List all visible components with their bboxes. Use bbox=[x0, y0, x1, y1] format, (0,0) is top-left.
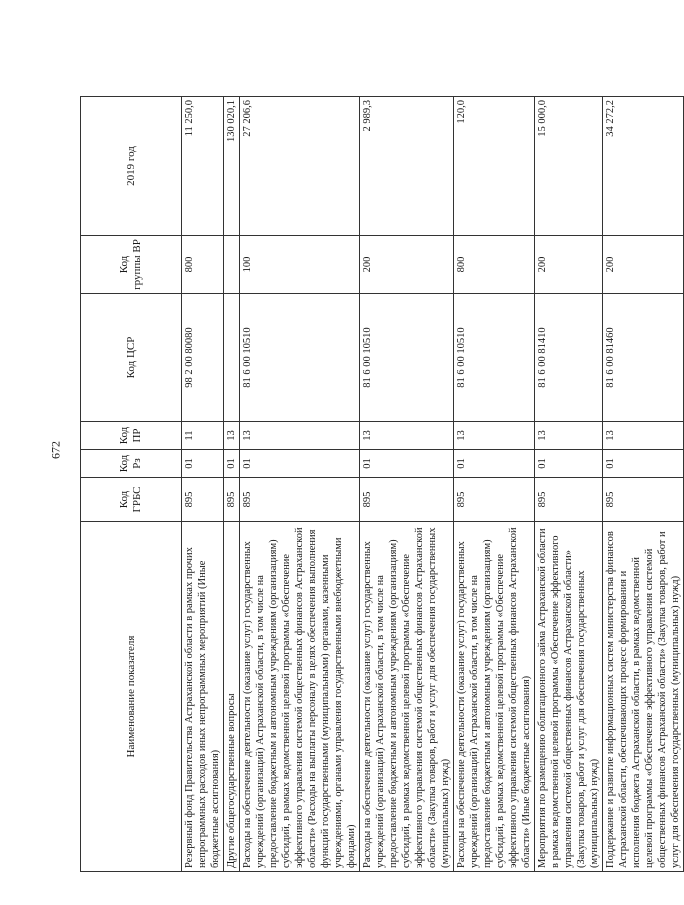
row-pr: 13 bbox=[224, 422, 240, 450]
table-row bbox=[240, 97, 360, 872]
row-grbs: 895 bbox=[182, 478, 224, 522]
budget-table bbox=[80, 96, 684, 872]
page-number: 672 bbox=[48, 441, 63, 459]
row-vr: 200 bbox=[360, 236, 454, 294]
row-pr: 13 bbox=[454, 422, 535, 450]
row-name: Другие общегосударственные вопросы bbox=[224, 522, 240, 872]
row-csr: 81 6 00 10510 bbox=[360, 294, 454, 422]
row-csr: 98 2 00 80080 bbox=[182, 294, 224, 422]
row-csr: 81 6 00 10510 bbox=[454, 294, 535, 422]
row-pr: 13 bbox=[360, 422, 454, 450]
row-2019: 2 989,3 bbox=[360, 97, 454, 236]
row-grbs: 895 bbox=[360, 478, 454, 522]
row-2019: 120,0 bbox=[454, 97, 535, 236]
row-rz: 01 bbox=[182, 450, 224, 478]
row-name: Расходы на обеспечение деятельности (оказание услуг) государственных учреждений (организаций) Астраханской области, в том числе на предоставление бюджетным и автономным учреждениям (организациям) субсидий, в рамках ведомственной целевой программы «Обеспечение эффективного управления системой общественных финансов Астраханской области» (Закупка товаров, работ и услуг для обеспечения государственных (муниципальных) нужд) bbox=[360, 522, 454, 872]
row-pr: 13 bbox=[603, 422, 684, 450]
row-vr: 200 bbox=[603, 236, 684, 294]
row-name: Мероприятия по размещению облигационного займа Астраханской области в рамках ведомственной целевой программы «Обеспечение эффективного управления системой общественных финансов Астраханской области» (Закупка товаров, работ и услуг для обеспечения государственных (муниципальных) нужд) bbox=[535, 522, 603, 872]
table-row bbox=[535, 97, 603, 872]
row-rz: 01 bbox=[224, 450, 240, 478]
row-name: Резервный фонд Правительства Астраханской области в рамках прочих непрограммных расходов иных непрограммных мероприятий (Иные бюджетные ассигнования) bbox=[182, 522, 224, 872]
header-csr: Код ЦСР bbox=[81, 294, 182, 422]
row-rz: 01 bbox=[360, 450, 454, 478]
row-grbs: 895 bbox=[224, 478, 240, 522]
row-2019: 15 000,0 bbox=[535, 97, 603, 236]
row-csr: 81 6 00 10510 bbox=[240, 294, 360, 422]
header-grbs: Код ГРБС bbox=[81, 478, 182, 522]
row-csr: 81 6 00 81460 bbox=[603, 294, 684, 422]
header-pr: Код ПР bbox=[81, 422, 182, 450]
header-rz: Код Рз bbox=[81, 450, 182, 478]
row-2019: 11 250,0 bbox=[182, 97, 224, 236]
row-rz: 01 bbox=[240, 450, 360, 478]
table-row bbox=[360, 97, 454, 872]
row-vr: 800 bbox=[454, 236, 535, 294]
row-grbs: 895 bbox=[603, 478, 684, 522]
row-pr: 11 bbox=[182, 422, 224, 450]
row-csr bbox=[224, 294, 240, 422]
row-vr: 200 bbox=[535, 236, 603, 294]
row-csr: 81 6 00 81410 bbox=[535, 294, 603, 422]
rotated-sheet bbox=[80, 97, 681, 872]
row-name: Расходы на обеспечение деятельности (оказание услуг) государственных учреждений (организаций) Астраханской области, в том числе на предоставление бюджетным и автономным учреждениям (организациям) субсидий, в рамках ведомственной целевой программы «Обеспечение эффективного управления системой общественных финансов Астраханской области» (Расходы на выплаты персоналу в целях обеспечения выполнения функций государственными (муниципальными) органами, казенными учреждениями, органами управления государственными внебюджетными фондами) bbox=[240, 522, 360, 872]
row-grbs: 895 bbox=[454, 478, 535, 522]
table-row bbox=[182, 97, 224, 872]
row-rz: 01 bbox=[603, 450, 684, 478]
row-vr bbox=[224, 236, 240, 294]
header-name: Наименование показателя bbox=[81, 522, 182, 872]
row-vr: 800 bbox=[182, 236, 224, 294]
row-pr: 13 bbox=[240, 422, 360, 450]
row-rz: 01 bbox=[535, 450, 603, 478]
table-row bbox=[603, 97, 684, 872]
table-row bbox=[224, 97, 240, 872]
row-vr: 100 bbox=[240, 236, 360, 294]
header-vr: Код группы ВР bbox=[81, 236, 182, 294]
row-name: Расходы на обеспечение деятельности (оказание услуг) государственных учреждений (организаций) Астраханской области, в том числе на предоставление бюджетным и автономным учреждениям (организациям) субсидий, в рамках ведомственной целевой программы «Обеспечение эффективного управления системой общественных финансов Астраханской области» (Иные бюджетные ассигнования) bbox=[454, 522, 535, 872]
table-row bbox=[454, 97, 535, 872]
row-grbs: 895 bbox=[240, 478, 360, 522]
header-2019: 2019 год bbox=[81, 97, 182, 236]
row-2019: 34 272,2 bbox=[603, 97, 684, 236]
row-2019: 27 206,6 bbox=[240, 97, 360, 236]
table-header-row bbox=[81, 97, 182, 872]
row-rz: 01 bbox=[454, 450, 535, 478]
row-grbs: 895 bbox=[535, 478, 603, 522]
row-2019: 130 020,1 bbox=[224, 97, 240, 236]
row-pr: 13 bbox=[535, 422, 603, 450]
row-name: Поддержание и развитие информационных систем министерства финансов Астраханской области, обеспечивающих процесс формирования и исполнения бюджета Астраханской области, в рамках ведомственной целевой программы «Обеспечение эффективного управления системой общественных финансов Астраханской области» (Закупка товаров, работ и услуг для обеспечения государственных (муниципальных) нужд) bbox=[603, 522, 684, 872]
